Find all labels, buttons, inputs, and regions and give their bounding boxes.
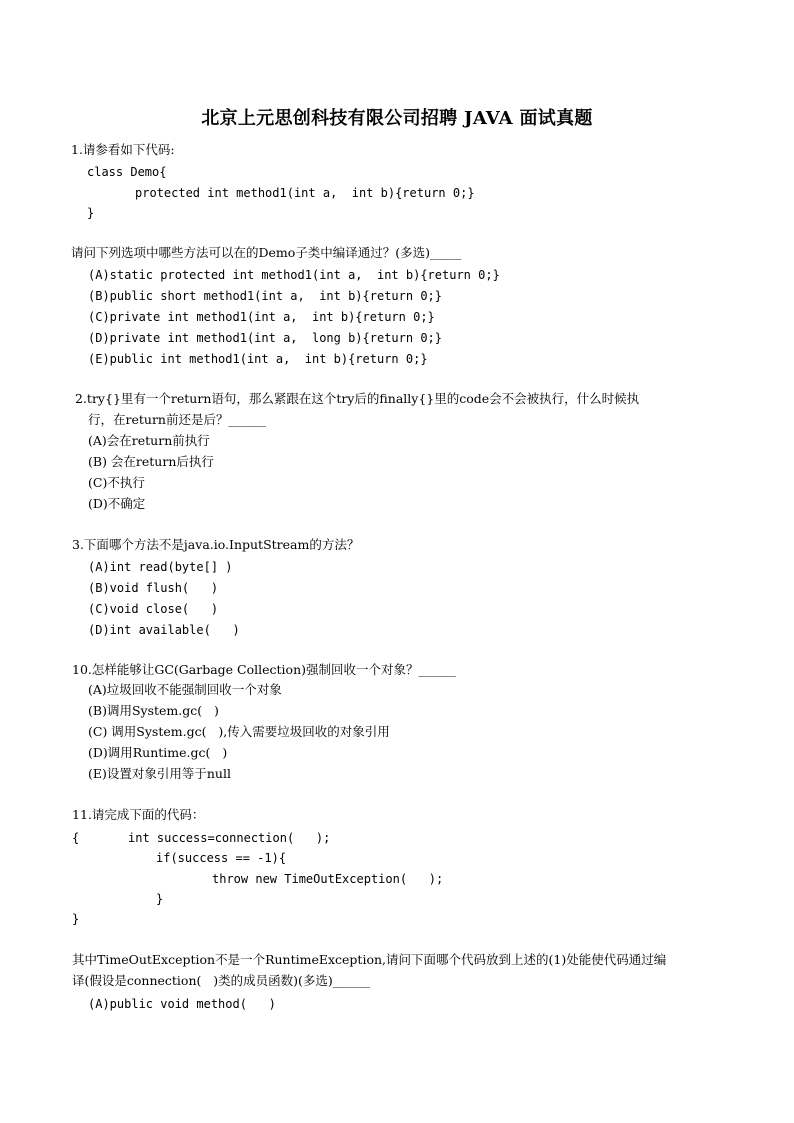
q2-option: (A)会在return前执行 bbox=[88, 433, 210, 448]
q1-code-line: class Demo{ bbox=[87, 165, 167, 179]
q10-option: (D)调用Runtime.gc( ) bbox=[88, 745, 228, 760]
q11-code-line: } bbox=[72, 912, 80, 926]
q11-code-line: } bbox=[156, 892, 164, 906]
q11-prompt-line: 译(假设是connection( )类的成员函数)(多选)______ bbox=[72, 973, 371, 988]
q1-code-line: } bbox=[87, 206, 95, 220]
q3-option: (D)int available( ) bbox=[88, 623, 240, 637]
q1-code-line: protected int method1(int a, int b){return 0;} bbox=[135, 186, 475, 200]
q2-option: (B) 会在return后执行 bbox=[88, 454, 214, 469]
q11-code-line: int success=connection( ); bbox=[128, 831, 331, 845]
q2-option: (C)不执行 bbox=[88, 475, 145, 490]
q11-prompt-line: 其中TimeOutException不是一个RuntimeException,请问下面哪个代码放到上述的(1)处能使代码通过编 bbox=[72, 952, 667, 967]
q2-heading-line: 行，在return前还是后？______ bbox=[88, 412, 266, 427]
q3-heading: 3.下面哪个方法不是java.io.InputStream的方法？ bbox=[72, 537, 360, 552]
q11-code-line: throw new TimeOutException( ); bbox=[212, 872, 444, 886]
q10-option: (E)设置对象引用等于null bbox=[88, 766, 231, 781]
q3-option: (B)void flush( ) bbox=[88, 581, 219, 595]
page-title: 北京上元思创科技有限公司招聘 JAVA 面试真题 bbox=[201, 108, 593, 129]
q1-prompt: 请问下列选项中哪些方法可以在的Demo子类中编译通过？(多选)_____ bbox=[71, 245, 462, 260]
q1-option: (D)private int method1(int a, long b){return 0;} bbox=[88, 331, 443, 345]
q2-heading-line: 2.try{}里有一个return语句，那么紧跟在这个try后的finally{}里的code会不会被执行，什么时候执 bbox=[75, 391, 640, 406]
q10-option: (B)调用System.gc( ) bbox=[88, 703, 219, 718]
q1-option: (B)public short method1(int a, int b){return 0;} bbox=[88, 289, 443, 303]
q11-option: (A)public void method( ) bbox=[88, 997, 276, 1011]
q1-heading: 1.请参看如下代码: bbox=[71, 142, 175, 157]
q11-code-line: { bbox=[72, 831, 80, 845]
q11-code-line: if(success == -1){ bbox=[156, 851, 287, 865]
q2-option: (D)不确定 bbox=[88, 496, 146, 511]
q1-option: (E)public int method1(int a, int b){return 0;} bbox=[88, 352, 428, 366]
q3-option: (A)int read(byte[] ) bbox=[88, 560, 233, 574]
q10-heading: 10.怎样能够让GC(Garbage Collection)强制回收一个对象？______ bbox=[72, 662, 457, 677]
q11-heading: 11.请完成下面的代码： bbox=[72, 807, 205, 822]
q10-option: (A)垃圾回收不能强制回收一个对象 bbox=[88, 682, 282, 697]
q10-option: (C) 调用System.gc( ),传入需要垃圾回收的对象引用 bbox=[88, 724, 390, 739]
q1-option: (C)private int method1(int a, int b){return 0;} bbox=[88, 310, 435, 324]
q3-option: (C)void close( ) bbox=[88, 602, 219, 616]
q1-option: (A)static protected int method1(int a, int b){return 0;} bbox=[88, 268, 500, 282]
